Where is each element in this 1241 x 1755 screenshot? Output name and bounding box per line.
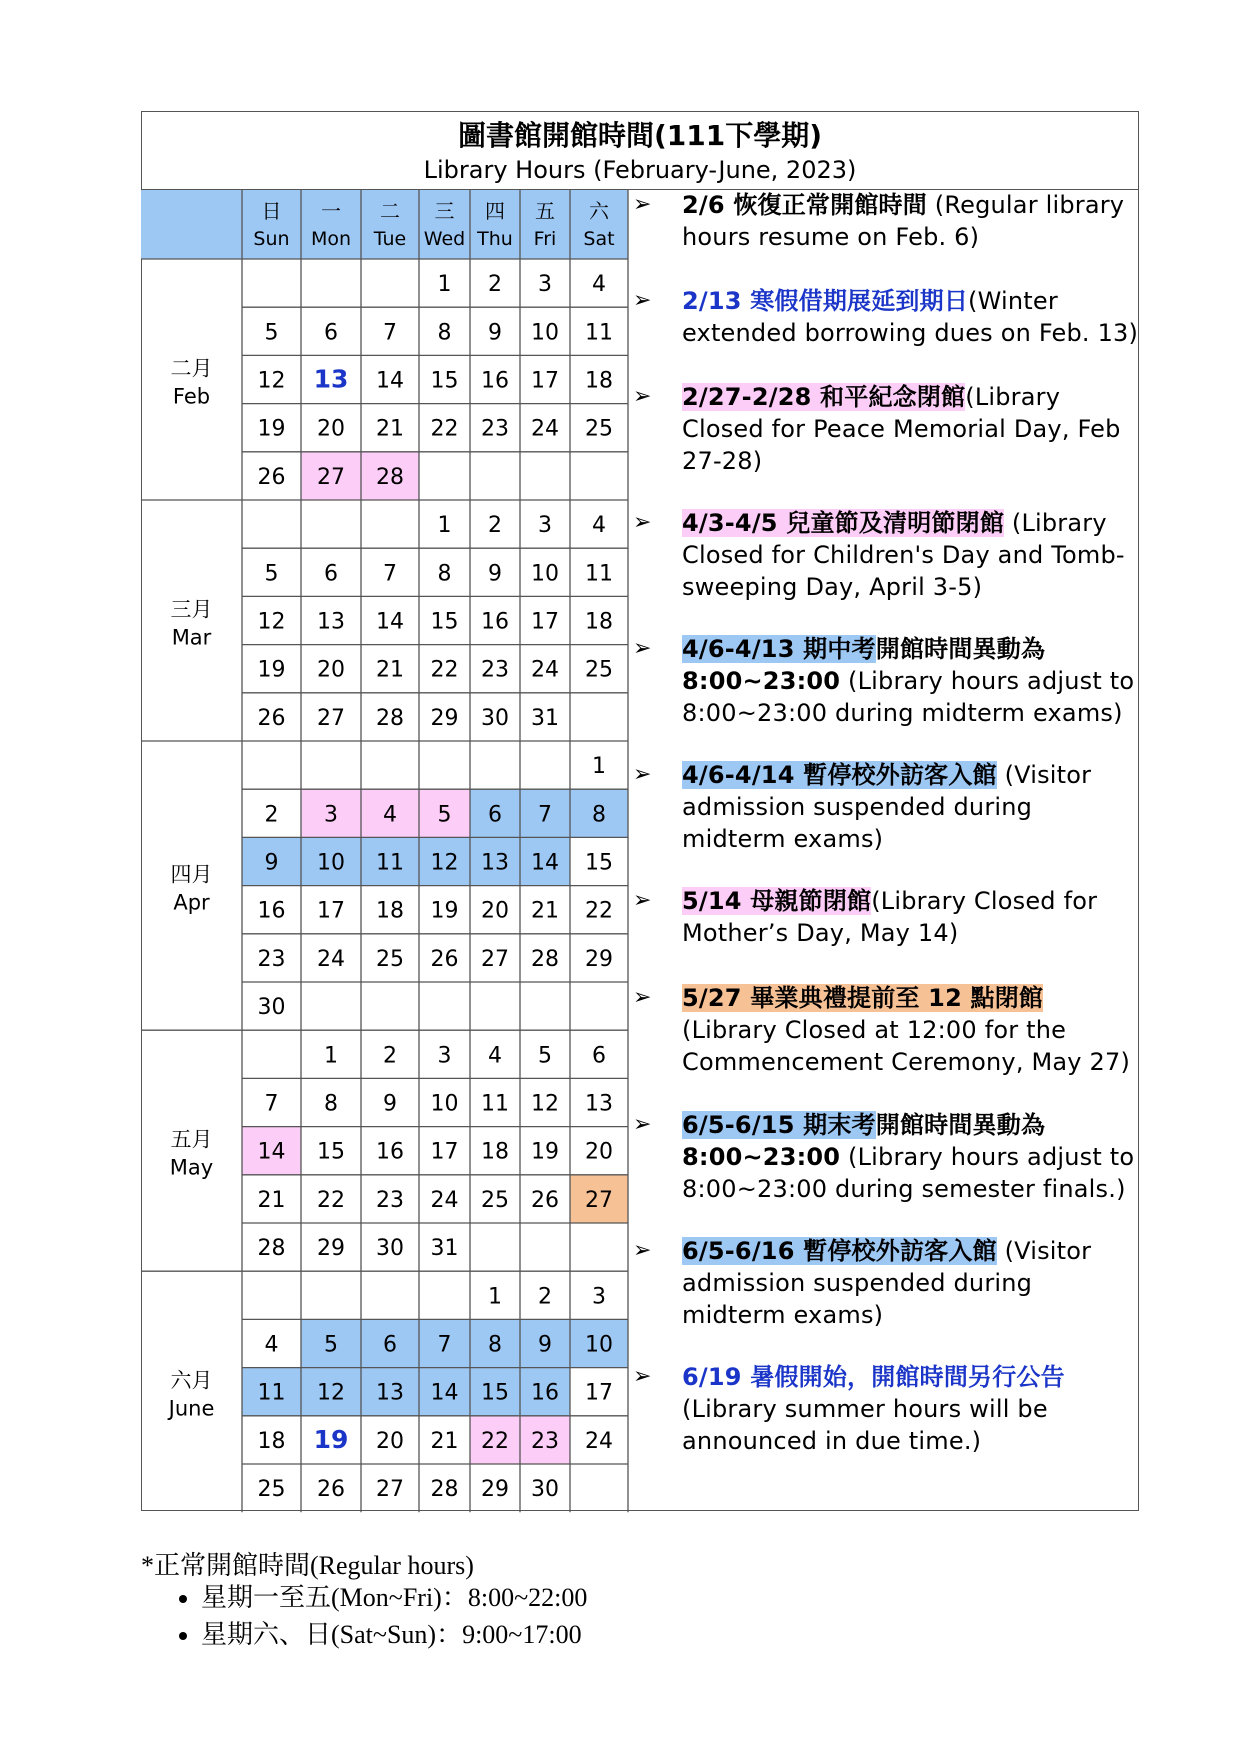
day-number: 19 [313,1424,349,1454]
day-number: 4 [592,272,606,298]
notice-detail: (Visitor admission suspended during midterm exams) [682,761,1092,853]
day-number: 1 [324,1043,338,1069]
day-number: 22 [585,898,613,924]
day-number: 7 [264,1091,279,1117]
day-number: 23 [481,657,509,683]
day-number: 28 [430,1477,459,1503]
day-number: 22 [430,657,459,683]
weekday-label-zh: 日 [261,199,282,223]
day-number: 29 [317,1236,345,1262]
day-number: 9 [488,320,502,346]
weekday-label-en: Fri [533,228,557,250]
day-number: 6 [488,802,502,828]
day-number: 14 [430,1380,459,1406]
day-number: 27 [585,1187,613,1213]
day-number: 28 [376,464,404,490]
month-label-en: June [168,1396,215,1421]
day-number: 24 [531,657,559,683]
day-number: 11 [585,561,613,587]
day-number: 27 [317,464,345,490]
day-number: 12 [257,368,286,394]
day-number: 4 [383,802,397,828]
day-number: 4 [592,513,606,539]
day-number: 11 [257,1380,286,1406]
day-number: 8 [324,1091,338,1117]
day-number: 6 [592,1043,606,1069]
regular-hours-weekend: • 星期六、日(Sat~Sun)：9:00~17:00 [201,1618,587,1651]
weekday-label-zh: 二 [380,199,400,223]
day-number: 30 [481,705,509,731]
day-number: 16 [481,368,509,394]
month-label-en: May [169,1155,214,1180]
day-number: 2 [264,802,279,828]
day-number: 10 [430,1091,459,1117]
day-number: 3 [592,1284,606,1310]
day-number: 19 [430,898,459,924]
notice-highlight: 4/6-4/13 期中考 [682,635,876,663]
day-number: 28 [376,705,404,731]
arrow-bullet-icon: ➢ [633,985,652,1010]
day-number: 17 [531,368,559,394]
day-number: 17 [430,1139,459,1165]
day-number: 3 [437,1043,452,1069]
day-number: 2 [383,1043,397,1069]
month-label-zh: 三月 [170,597,213,622]
day-number: 11 [481,1091,509,1117]
day-number: 13 [313,364,349,394]
arrow-bullet-icon: ➢ [633,1238,652,1263]
notice-highlight: 2/27-2/28 和平紀念閉館 [682,383,966,411]
day-number: 1 [437,513,452,539]
day-number: 1 [488,1284,502,1310]
weekday-label-en: Mon [310,228,352,250]
day-number: 20 [585,1139,613,1165]
arrow-bullet-icon: ➢ [633,288,652,313]
notice-list [630,190,1140,1510]
weekday-label-zh: 六 [589,199,609,223]
month-label-zh: 六月 [170,1368,213,1393]
day-number: 5 [538,1043,552,1069]
day-number: 20 [376,1428,404,1454]
notice-highlight: 6/19 暑假開始，開館時間另行公告 [682,1363,1065,1391]
weekday-label-zh: 四 [485,199,505,223]
day-number: 26 [430,946,459,972]
notice-detail: (Library hours adjust to 8:00~23:00 during semester finals.) [682,1143,1135,1203]
regular-hours-list [171,1581,587,1655]
notice-detail: (Library Closed for Mother’s Day, May 14) [682,887,1098,947]
day-number: 24 [531,416,559,442]
day-number: 18 [585,368,613,394]
day-number: 21 [430,1428,459,1454]
day-number: 3 [324,802,338,828]
day-number: 2 [488,272,502,298]
day-number: 29 [481,1477,509,1503]
notice-highlight: 2/6 恢復正常開館時間 [682,191,927,219]
day-number: 3 [538,513,552,539]
day-number: 18 [481,1139,509,1165]
day-number: 15 [317,1139,345,1165]
weekday-label-zh: 三 [434,199,455,223]
day-number: 25 [257,1477,286,1503]
day-number: 23 [481,416,509,442]
day-number: 28 [257,1236,286,1262]
day-number: 19 [257,416,286,442]
arrow-bullet-icon: ➢ [633,762,652,787]
day-number: 25 [481,1187,509,1213]
day-number: 16 [481,609,509,635]
day-number: 12 [430,850,459,876]
arrow-bullet-icon: ➢ [633,384,652,409]
day-number: 26 [257,705,286,731]
day-number: 28 [531,946,559,972]
day-number: 20 [317,657,345,683]
day-number: 7 [383,561,397,587]
month-label-zh: 五月 [170,1127,213,1152]
day-number: 8 [437,320,452,346]
notice-detail: (Library hours adjust to 8:00~23:00 during midterm exams) [682,667,1135,727]
day-number: 30 [531,1477,559,1503]
day-number: 18 [585,609,613,635]
day-number: 20 [317,416,345,442]
notice-detail: (Regular library hours resume on Feb. 6) [682,191,1125,251]
day-number: 19 [257,657,286,683]
month-label-zh: 二月 [170,356,213,381]
day-number: 27 [317,705,345,731]
arrow-bullet-icon: ➢ [633,636,652,661]
weekday-label-en: Sat [583,228,615,250]
day-number: 5 [264,561,279,587]
day-number: 16 [257,898,286,924]
weekday-label-zh: 一 [321,199,341,223]
day-number: 24 [317,946,345,972]
day-number: 8 [488,1332,502,1358]
day-number: 10 [585,1332,613,1358]
day-number: 3 [538,272,552,298]
day-number: 13 [481,850,509,876]
day-number: 15 [430,609,459,635]
day-number: 9 [488,561,502,587]
day-number: 1 [437,272,452,298]
month-label-zh: 四月 [170,862,213,887]
day-number: 14 [376,609,404,635]
day-number: 14 [257,1139,286,1165]
day-number: 9 [264,850,279,876]
day-number: 24 [585,1428,613,1454]
arrow-bullet-icon: ➢ [633,192,652,217]
day-number: 31 [531,705,559,731]
day-number: 26 [531,1187,559,1213]
day-number: 18 [257,1428,286,1454]
day-number: 10 [317,850,345,876]
day-number: 20 [481,898,509,924]
day-number: 7 [538,802,552,828]
notice-highlight: 2/13 寒假借期展延到期日 [682,287,969,315]
day-number: 13 [376,1380,404,1406]
day-number: 12 [531,1091,559,1117]
month-label-en: Mar [171,625,212,650]
day-number: 22 [430,416,459,442]
day-number: 8 [437,561,452,587]
page-title-en: Library Hours (February-June, 2023) [423,156,857,184]
weekday-label-en: Thu [477,228,513,250]
day-number: 2 [488,513,502,539]
day-number: 23 [531,1428,559,1454]
day-number: 17 [317,898,345,924]
day-number: 29 [430,705,459,731]
day-number: 21 [376,657,404,683]
day-number: 6 [324,561,338,587]
day-number: 11 [376,850,404,876]
day-number: 4 [264,1332,279,1358]
notice-highlight: 6/5-6/16 暫停校外訪客入館 [682,1237,997,1265]
day-number: 17 [585,1380,613,1406]
notice-detail: (Library summer hours will be announced in due time.) [682,1395,1048,1455]
day-number: 31 [430,1236,459,1262]
day-number: 5 [264,320,279,346]
day-number: 9 [383,1091,397,1117]
day-number: 14 [531,850,559,876]
day-number: 13 [585,1091,613,1117]
day-number: 11 [585,320,613,346]
day-number: 10 [531,561,559,587]
day-number: 25 [585,657,613,683]
day-number: 7 [383,320,397,346]
notice-detail: (Library Closed for Peace Memorial Day, Feb 27-28) [682,383,1121,475]
day-number: 12 [317,1380,345,1406]
day-number: 23 [376,1187,404,1213]
day-number: 5 [324,1332,338,1358]
notice-highlight-extra: 開館時間異動為 8:00~23:00 [682,1111,1046,1171]
notice-detail: (Library Closed for Children's Day and Tomb-sweeping Day, April 3-5) [682,509,1125,601]
day-number: 12 [257,609,286,635]
page-title-zh: 圖書館開館時間(111下學期) [457,119,823,152]
day-number: 9 [538,1332,552,1358]
arrow-bullet-icon: ➢ [633,1112,652,1137]
notice-detail: (Visitor admission suspended during midterm exams) [682,1237,1092,1329]
day-number: 6 [324,320,338,346]
day-number: 27 [481,946,509,972]
day-number: 17 [531,609,559,635]
day-number: 16 [531,1380,559,1406]
arrow-bullet-icon: ➢ [633,510,652,535]
day-number: 5 [437,802,452,828]
notice-detail: (Library Closed at 12:00 for the Commencement Ceremony, May 27) [682,1016,1131,1076]
day-number: 8 [592,802,606,828]
day-number: 30 [257,995,286,1021]
day-number: 15 [585,850,613,876]
arrow-bullet-icon: ➢ [633,1364,652,1389]
day-number: 15 [430,368,459,394]
day-number: 27 [376,1477,404,1503]
day-number: 29 [585,946,613,972]
day-number: 22 [481,1428,509,1454]
day-number: 23 [257,946,286,972]
day-number: 7 [437,1332,452,1358]
day-number: 25 [585,416,613,442]
notice-highlight-extra: 開館時間異動為 8:00~23:00 [682,635,1046,695]
notice-highlight: 4/3-4/5 兒童節及清明節閉館 [682,509,1005,537]
day-number: 1 [592,754,606,780]
arrow-bullet-icon: ➢ [633,888,652,913]
notice-highlight: 5/14 母親節閉館 [682,887,872,915]
day-number: 25 [376,946,404,972]
notice-highlight: 5/27 畢業典禮提前至 12 點閉館 [682,984,1044,1012]
weekday-label-en: Wed [423,228,466,250]
day-number: 26 [317,1477,345,1503]
day-number: 30 [376,1236,404,1262]
regular-hours-title: *正常開館時間(Regular hours) [141,1551,474,1580]
day-number: 21 [257,1187,286,1213]
month-label-en: Feb [172,384,211,409]
day-number: 21 [376,416,404,442]
day-number: 10 [531,320,559,346]
notice-detail: (Winter extended borrowing dues on Feb. 13) [682,287,1139,347]
day-number: 4 [488,1043,502,1069]
month-label-en: Apr [173,890,210,915]
weekday-label-zh: 五 [535,199,555,223]
notice-highlight: 4/6-4/14 暫停校外訪客入館 [682,761,997,789]
day-number: 24 [430,1187,459,1213]
day-number: 14 [376,368,404,394]
day-number: 15 [481,1380,509,1406]
day-number: 18 [376,898,404,924]
day-number: 19 [531,1139,559,1165]
weekday-label-en: Sun [253,228,290,250]
day-number: 2 [538,1284,552,1310]
day-number: 13 [317,609,345,635]
day-number: 21 [531,898,559,924]
weekday-label-en: Tue [373,228,407,250]
day-number: 22 [317,1187,345,1213]
day-number: 16 [376,1139,404,1165]
notice-highlight: 6/5-6/15 期末考 [682,1111,876,1139]
regular-hours-weekday: • 星期一至五(Mon~Fri)：8:00~22:00 [201,1581,587,1614]
day-number: 6 [383,1332,397,1358]
day-number: 26 [257,464,286,490]
